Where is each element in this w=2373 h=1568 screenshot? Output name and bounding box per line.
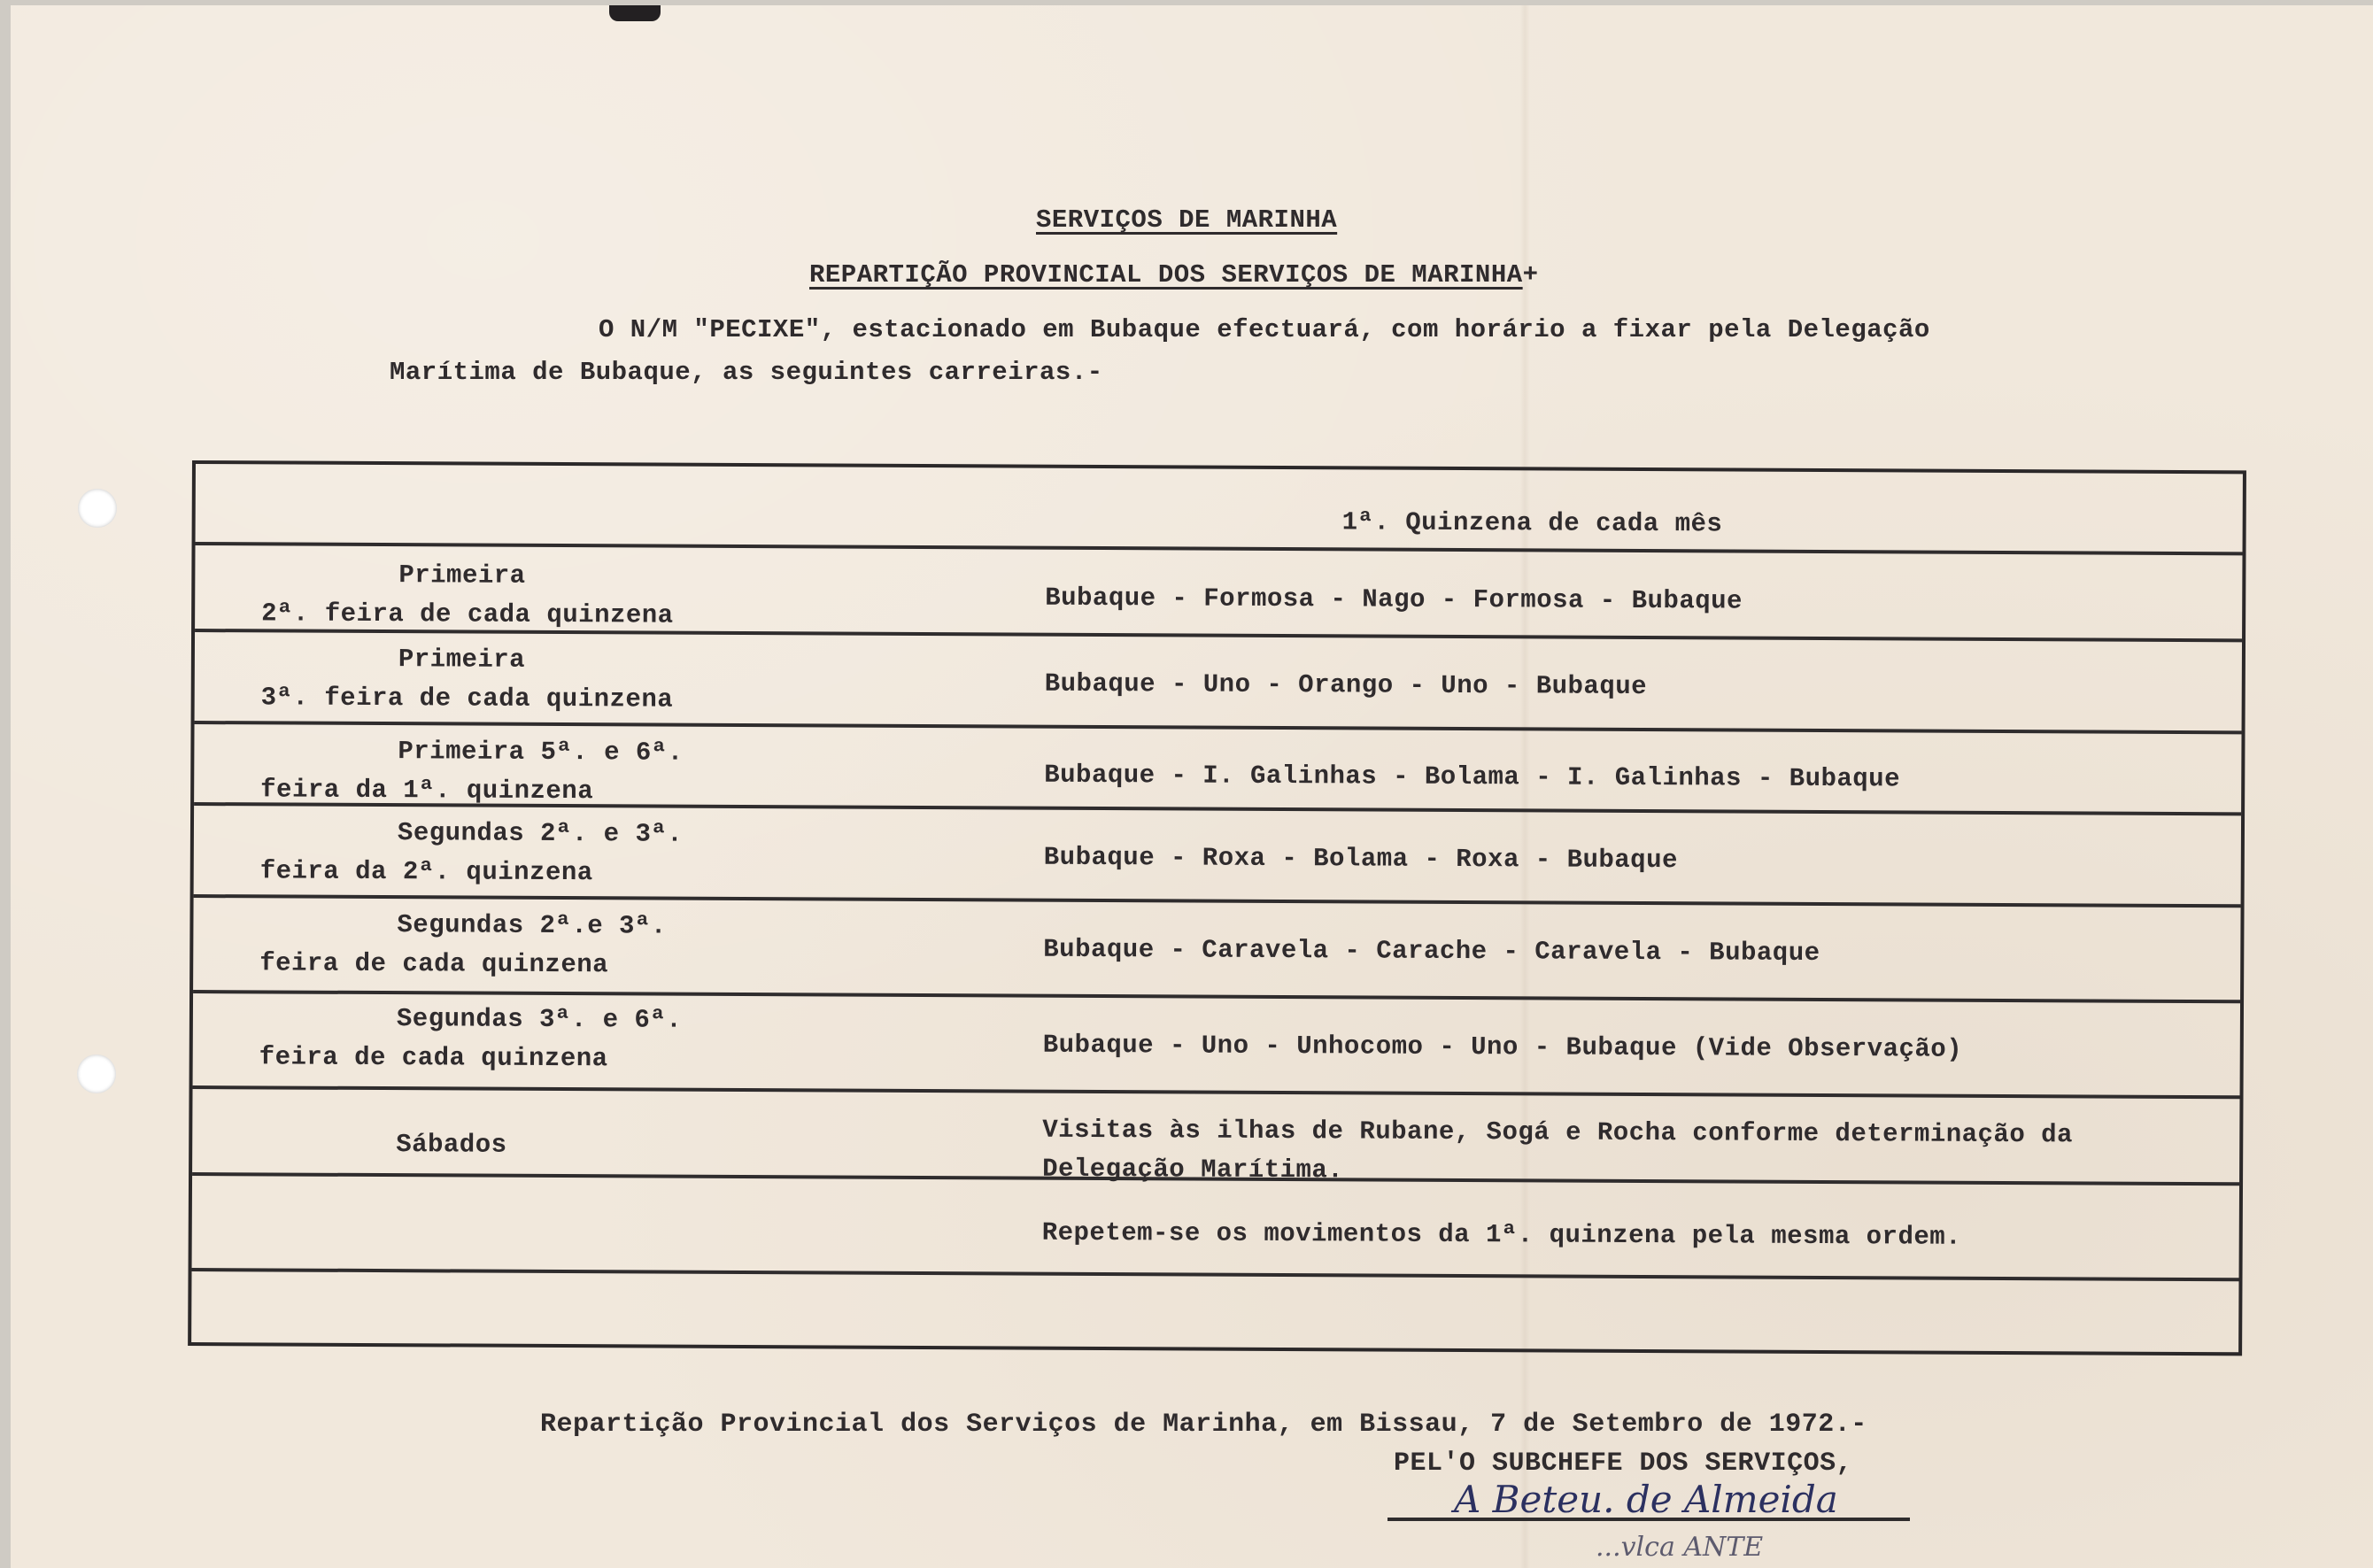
row-divider [192,1268,2239,1281]
punch-hole [78,489,117,528]
schedule-table [188,460,2246,1356]
staple [609,5,661,21]
table-row-route: Bubaque - Uno - Unhocomo - Uno - Bubaque (Vide Observação) [1042,1030,1963,1064]
day-line-2: feira de cada quinzena [259,948,609,980]
day-line-1: Segundas 2ª. e 3ª. [397,818,684,849]
table-row-day [259,999,683,1078]
table-row-route: Bubaque - Formosa - Nago - Formosa - Bubaque [1045,583,1743,616]
table-row-day [260,731,684,811]
table-row-day [259,1124,507,1164]
annotation-text: ...vlca ANTE [1596,1532,1764,1563]
signature-text: A Beteu. de Almeida [1454,1478,1838,1521]
day-line-2: feira da 1ª. quinzena [260,775,594,807]
day-line-2: feira de cada quinzena [259,1042,608,1074]
table-row-route: Bubaque - Roxa - Bolama - Roxa - Bubaque [1043,842,1679,876]
day-line-2: 2ª. feira de cada quinzena [261,599,674,630]
signature-rule [1387,1518,1910,1521]
table-row-route: Bubaque - Caravela - Carache - Caravela - Bubaque [1043,934,1820,968]
table-row-day [261,639,674,719]
day-line-1: Segundas 2ª.e 3ª. [397,910,667,941]
table-row-route: Repetem-se os movimentos da 1ª. quinzena pela mesma ordem. [1041,1217,1962,1252]
document-subtitle: REPARTIÇÃO PROVINCIAL DOS SERVIÇOS DE MARINHA [809,260,1523,290]
route-line-1: Visitas às ilhas de Rubane, Sogá e Rocha conforme determinação da [1042,1115,2074,1150]
document-subtitle-wrap [809,260,1539,290]
table-row-route: Bubaque - I. Galinhas - Bolama - I. Galinhas - Bubaque [1044,760,1901,794]
place-date: Repartição Provincial dos Serviços de Marinha, em Bissau, 7 de Setembro de 1972.- [540,1410,1867,1440]
intro-line-2: Marítima de Bubaque, as seguintes carreiras.- [390,358,1103,387]
day-line-2: feira da 2ª. quinzena [259,856,593,888]
day-line-1: Primeira [398,645,526,675]
day-line-1: Sábados [396,1130,507,1160]
table-row-day [259,905,667,985]
day-line-1: Primeira 5ª. e 6ª. [398,737,684,768]
day-line-1: Segundas 3ª. e 6ª. [396,1004,683,1035]
table-row-route: Bubaque - Uno - Orango - Uno - Bubaque [1044,668,1648,702]
punch-hole [77,1054,116,1093]
row-divider [196,542,2243,555]
day-line-1: Primeira [398,560,526,591]
document-page [11,5,2373,1568]
column-header: 1ª. Quinzena de cada mês [1341,507,1723,539]
document-title: SERVIÇOS DE MARINHA [1036,205,1338,235]
table-row-day [261,555,674,635]
subtitle-mark: + [1522,260,1539,290]
row-divider [193,1085,2240,1099]
day-line-2: 3ª. feira de cada quinzena [260,683,674,714]
route-line-2: Delegação Marítima. [1042,1154,1344,1186]
intro-line-1: O N/M "PECIXE", estacionado em Bubaque efectuará, com horário a fixar pela Delegação [599,315,1930,344]
signatory-line: PEL'O SUBCHEFE DOS SERVIÇOS, [1394,1448,1853,1479]
handwritten-annotation [1596,1524,1967,1568]
table-row-day [260,813,684,892]
